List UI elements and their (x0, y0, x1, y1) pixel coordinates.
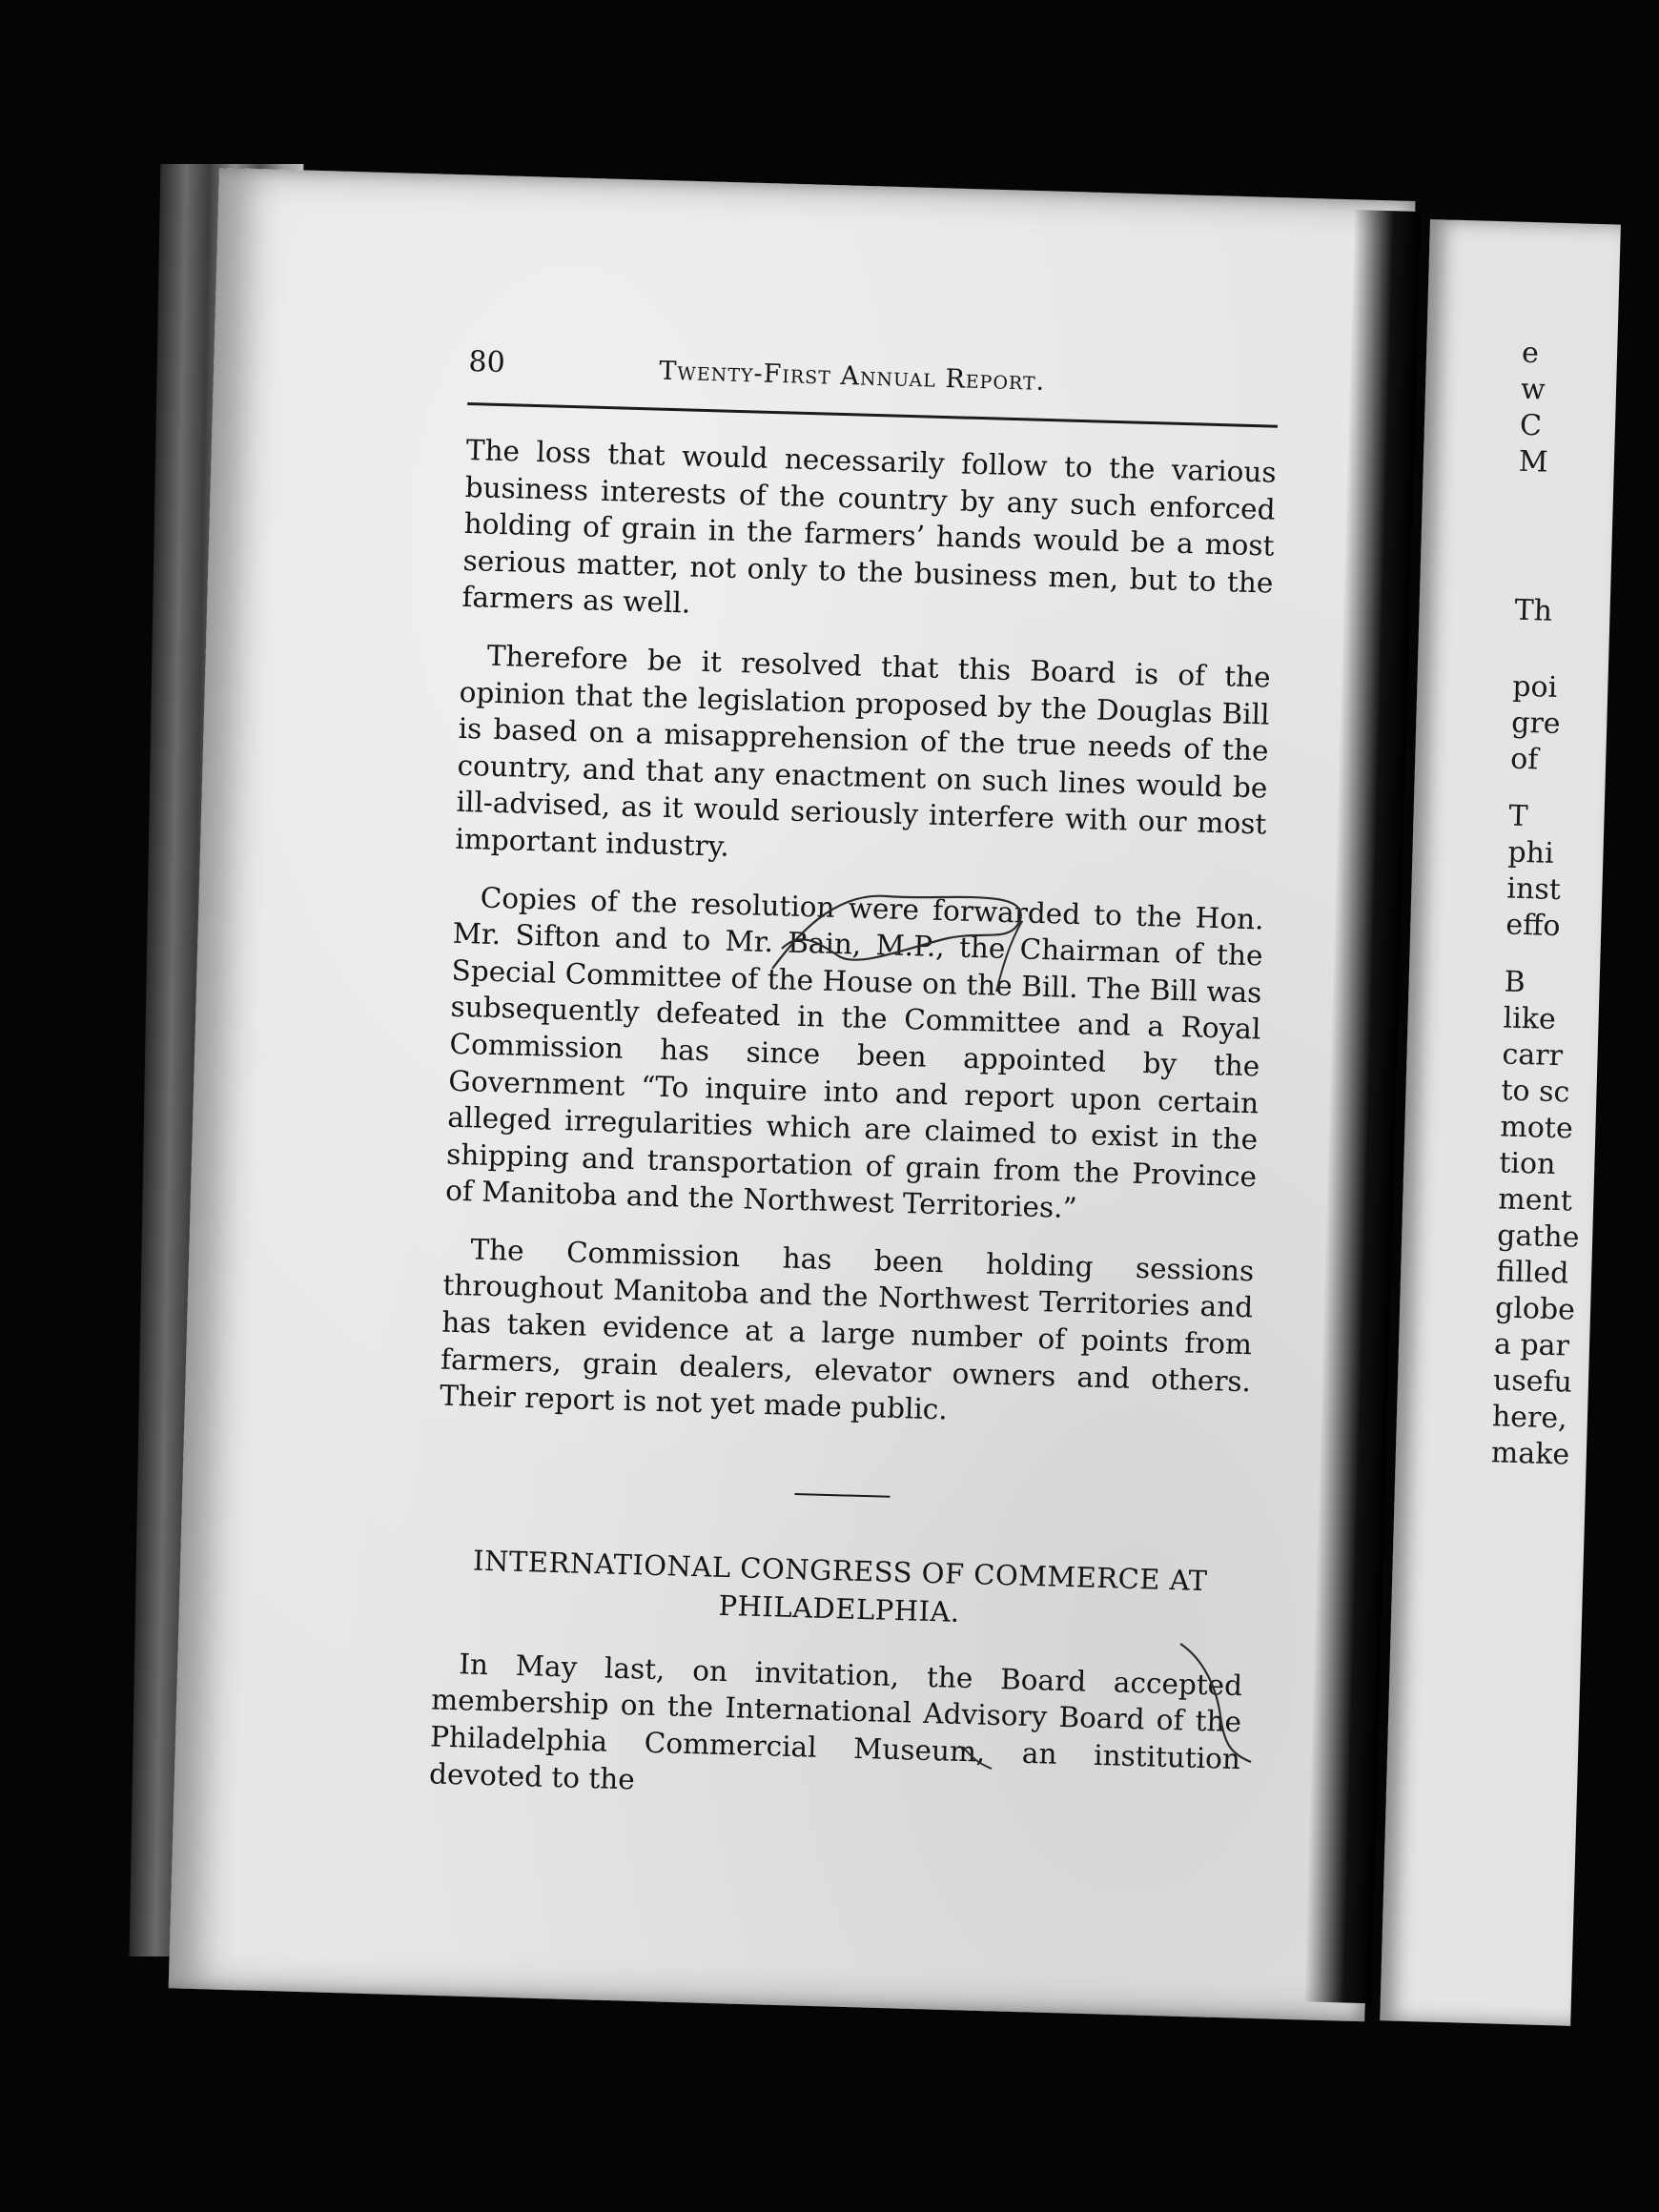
running-title: Twenty-First Annual Report. (658, 356, 1046, 397)
fragment: T (1508, 799, 1529, 834)
fragment: M (1518, 444, 1549, 480)
fragment: filled (1495, 1255, 1569, 1291)
page-number: 80 (468, 345, 506, 380)
page-content (428, 345, 1280, 1835)
paragraph: The Commission has been holding sessions throughout Manitoba and the Northwest Territories and has taken evidence at a large number of points from farmers, grain dealers, elevator owners and others. Their report is not yet made public. (439, 1233, 1255, 1426)
fragment: C (1519, 408, 1543, 443)
fragment: tion (1498, 1146, 1556, 1182)
fragment: to sc (1501, 1074, 1570, 1110)
fragment: gre (1510, 706, 1562, 742)
fragment: effo (1505, 908, 1561, 944)
fragment: gathe (1496, 1219, 1580, 1255)
facing-page-text (1490, 222, 1659, 1472)
fragment: mote (1499, 1110, 1574, 1146)
fragment: w (1520, 372, 1546, 407)
fragment: poi (1511, 669, 1558, 705)
fragment: globe (1494, 1291, 1576, 1327)
section-heading-line: INTERNATIONAL CONGRESS OF COMMERCE AT (472, 1544, 1208, 1597)
fragment: e (1521, 336, 1540, 371)
fragment: make (1490, 1436, 1570, 1472)
section-heading (434, 1540, 1246, 1639)
fragment: here, (1491, 1400, 1568, 1436)
fragment: like (1503, 1001, 1557, 1036)
section-heading-line: PHILADELPHIA. (718, 1588, 961, 1628)
paragraph: Therefore be it resolved that this Board is of the opinion that the legislation proposed by the Douglas Bill is based on a misapprehension of the true needs of the country, and that any enactment on such lines would be ill-advised, as it would seriously interfere with our most important industry. (455, 639, 1272, 863)
fragment: phi (1507, 835, 1555, 870)
paragraph: In May last, on invitation, the Board accepted membership on the International Advisory Board of the Philadelphia Commercial Museum, an institution devoted to the (428, 1648, 1243, 1796)
fragment: of (1509, 742, 1539, 777)
fragment: carr (1502, 1037, 1564, 1074)
fragment: Th (1514, 593, 1553, 628)
fragment: ment (1497, 1182, 1573, 1219)
paragraph: Copies of the resolution were forwarded to the Hon. Mr. Sifton and to Mr. Bain, M.P., the Chairman of the Special Committee of the House on the Bill. The Bill was subsequently defeated in the Committee and a Royal Commission has since been appointed by the Government “To inquire into and report upon certain alleged irregularities which are claimed to exist in the shipping and transportation of grain from the Province of Manitoba and the Northwest Territories.” (444, 881, 1264, 1225)
section-divider (794, 1493, 890, 1498)
fragment: inst (1505, 871, 1562, 908)
fragment: a par (1493, 1327, 1570, 1363)
paragraph: The loss that would necessarily follow to the various business interests of the country by any such enforced holding of grain in the farmers’ hands would be a most serious matter, not only to the business men, but to the farmers as well. (461, 433, 1278, 620)
facing-page (1380, 219, 1621, 2026)
fragment: usefu (1492, 1363, 1573, 1400)
fragment: B (1504, 965, 1526, 1000)
